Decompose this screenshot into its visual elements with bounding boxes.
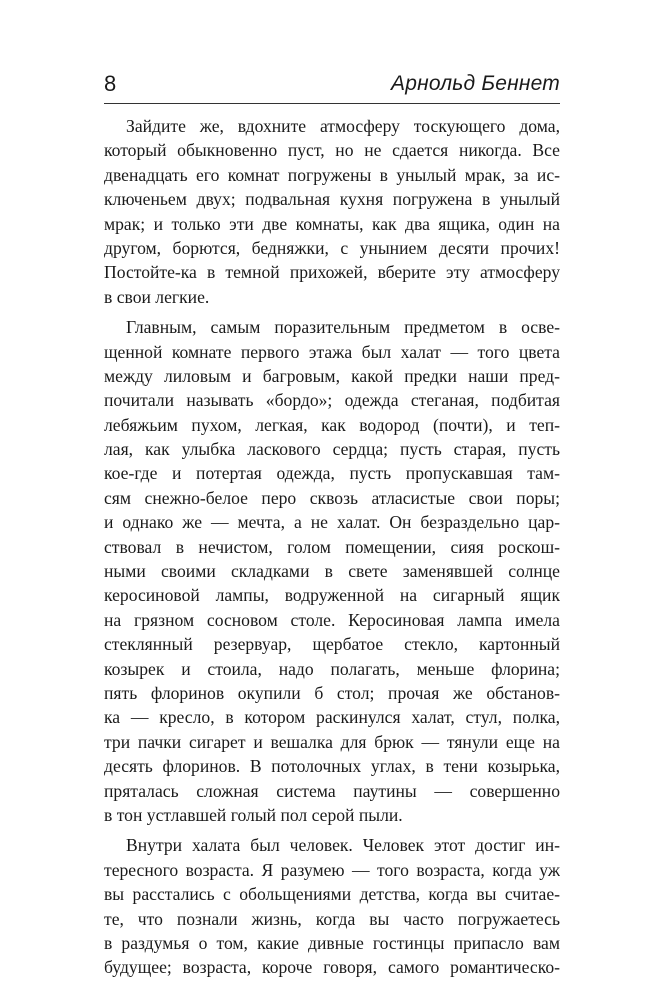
text-line: стеклянный резервуар, щербатое стекло, картонный (104, 634, 560, 655)
text-line: десять флоринов. В потолочных углах, в тени козырька, (104, 756, 560, 777)
text-line: ключеньем двух; подвальная кухня погружена в унылый (104, 189, 560, 210)
text-line: кое-где и потертая одежда, пусть пропускавшая там- (104, 463, 560, 484)
text-line: лебяжьим пухом, легкая, как водород (почти), и теп- (104, 414, 560, 435)
text-line: между лиловым и багровым, какой предки наши пред- (104, 365, 560, 386)
page-number: 8 (104, 71, 117, 96)
body-text (104, 114, 560, 986)
text-line: ка — кресло, в котором раскинулся халат, стул, полка, (104, 707, 560, 728)
text-line: пряталась сложная система паутины — совершенно (104, 780, 560, 801)
text-line: будущее; возраста, короче говоря, самого романтическо- (104, 957, 560, 978)
text-line: ными своими складками в свете заменявшей солнце (104, 561, 560, 582)
text-line: три пачки сигарет и вешалка для брюк — тянули еще на (104, 731, 560, 752)
text-line: Постойте-ка в темной прихожей, вберите эту атмосферу (104, 262, 560, 283)
text-line: мрак; и только эти две комнаты, как два ящика, один на (104, 213, 560, 234)
text-line: пять флоринов окупили б стол; прочая же обстанов- (104, 682, 560, 703)
paragraph (104, 114, 560, 309)
text-line: другом, борются, бедняжки, с унынием десяти прочих! (104, 237, 560, 258)
text-line: щенной комнате первого этажа был халат — того цвета (104, 341, 560, 362)
text-line: Главным, самым поразительным предметом в осве- (126, 317, 560, 338)
text-line: на грязном сосновом столе. Керосиновая лампа имела (104, 609, 560, 630)
text-line: сям снежно-белое перо сквозь атласистые свои поры; (104, 487, 560, 508)
text-line: в свои легкие. (104, 286, 210, 307)
paragraph (104, 315, 560, 827)
text-line: козырек и стоила, надо полагать, меньше флорина; (104, 658, 560, 679)
text-line: в раздумья о том, какие дивные гостинцы припасло вам (104, 932, 560, 953)
text-line: вы расстались с обольщениями детства, когда вы считае- (104, 884, 560, 905)
text-line: ствовал в нечистом, голом помещении, сияя роскош- (104, 536, 560, 557)
text-line: и однако же — мечта, а не халат. Он безраздельно цар- (104, 512, 560, 533)
text-line: почитали называть «бордо»; одежда стеганая, подбитая (104, 390, 560, 411)
book-author: Арнольд Беннет (391, 72, 560, 95)
header-rule (104, 103, 560, 104)
text-line: тересного возраста. Я разумею — того возраста, когда уж (104, 859, 560, 880)
text-line: который обыкновенно пуст, но не сдается никогда. Все (104, 140, 560, 161)
text-line: керосиновой лампы, водруженной на сигарный ящик (104, 585, 560, 606)
text-line: в тон устлавшей голый пол серой пыли. (104, 804, 403, 825)
text-line: те, что познали жизнь, когда вы часто погружаетесь (104, 908, 560, 929)
text-line: двенадцать его комнат погружены в унылый мрак, за ис- (104, 164, 560, 185)
text-line: лая, как улыбка ласкового сердца; пусть старая, пусть (104, 439, 560, 460)
running-head (104, 70, 560, 104)
text-line: Внутри халата был человек. Человек этот достиг ин- (126, 835, 560, 856)
paragraph (104, 833, 560, 979)
text-line: Зайдите же, вдохните атмосферу тоскующего дома, (126, 116, 560, 136)
